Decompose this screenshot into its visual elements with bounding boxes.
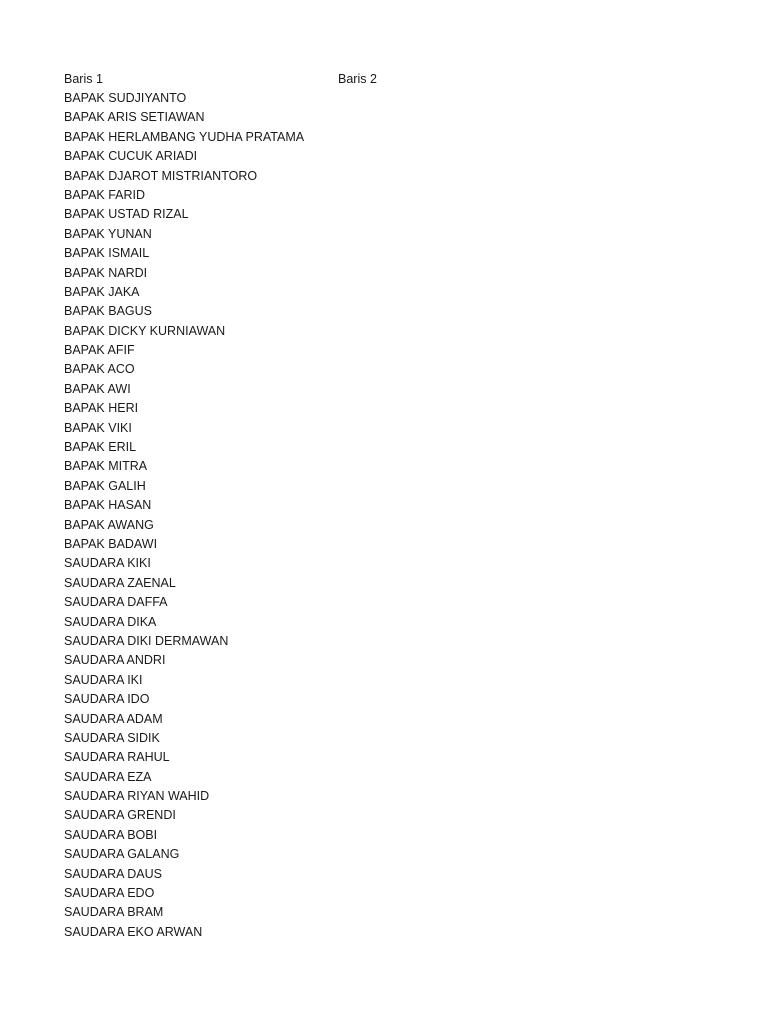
list-item: SAUDARA KIKI (64, 556, 151, 571)
list-item: BAPAK MITRA (64, 459, 148, 474)
list-item: BAPAK HASAN (64, 498, 152, 513)
list-item: SAUDARA ANDRI (64, 653, 166, 668)
list-item: BAPAK FARID (64, 187, 146, 202)
list-item: SAUDARA SIDIK (64, 730, 160, 745)
list-item: BAPAK AWI (64, 381, 131, 396)
list-item: SAUDARA IDO (64, 692, 150, 707)
list-item: SAUDARA DIKI DERMAWAN (64, 633, 229, 648)
list-item: BAPAK VIKI (64, 420, 132, 435)
list-item: SAUDARA BOBI (64, 827, 158, 842)
list-item: SAUDARA BRAM (64, 905, 164, 920)
list-item: SAUDARA EZA (64, 769, 152, 784)
list-item: BAPAK BADAWI (64, 536, 158, 551)
list-item: SAUDARA RIYAN WAHID (64, 789, 210, 804)
list-item: BAPAK AWANG (64, 517, 154, 532)
column-header-baris-1: Baris 1 (64, 72, 103, 86)
list-item: SAUDARA DAUS (64, 866, 162, 881)
list-item: BAPAK DJAROT MISTRIANTORO (64, 168, 258, 183)
list-item: SAUDARA RAHUL (64, 750, 170, 765)
list-item: SAUDARA DIKA (64, 614, 157, 629)
list-item: SAUDARA EKO ARWAN (64, 924, 203, 939)
list-item: SAUDARA GRENDI (64, 808, 176, 823)
list-item: BAPAK NARDI (64, 265, 148, 280)
list-item: SAUDARA GALANG (64, 847, 180, 862)
list-item: BAPAK ISMAIL (64, 246, 150, 261)
list-item: BAPAK BAGUS (64, 304, 152, 319)
list-item: SAUDARA EDO (64, 886, 155, 901)
list-item: SAUDARA IKI (64, 672, 143, 687)
list-item: BAPAK JAKA (64, 284, 140, 299)
list-item: BAPAK AFIF (64, 343, 135, 358)
list-item: BAPAK YUNAN (64, 226, 152, 241)
list-item: BAPAK SUDJIYANTO (64, 91, 187, 105)
list-item: BAPAK HERI (64, 401, 139, 416)
list-item: BAPAK ARIS SETIAWAN (64, 110, 205, 125)
list-item: SAUDARA DAFFA (64, 595, 168, 610)
header-row (64, 69, 704, 89)
list-item: BAPAK CUCUK ARIADI (64, 149, 198, 164)
spreadsheet-page (64, 69, 704, 942)
list-item: BAPAK USTAD RIZAL (64, 207, 189, 222)
list-item: SAUDARA ADAM (64, 711, 163, 726)
column-header-baris-2: Baris 2 (338, 72, 377, 86)
list-item: BAPAK GALIH (64, 478, 146, 493)
list-item: BAPAK HERLAMBANG YUDHA PRATAMA (64, 129, 305, 144)
name-list (64, 89, 704, 942)
list-item: BAPAK DICKY KURNIAWAN (64, 323, 226, 338)
list-item: SAUDARA ZAENAL (64, 575, 176, 590)
list-item: BAPAK ERIL (64, 440, 137, 455)
list-item: BAPAK ACO (64, 362, 135, 377)
